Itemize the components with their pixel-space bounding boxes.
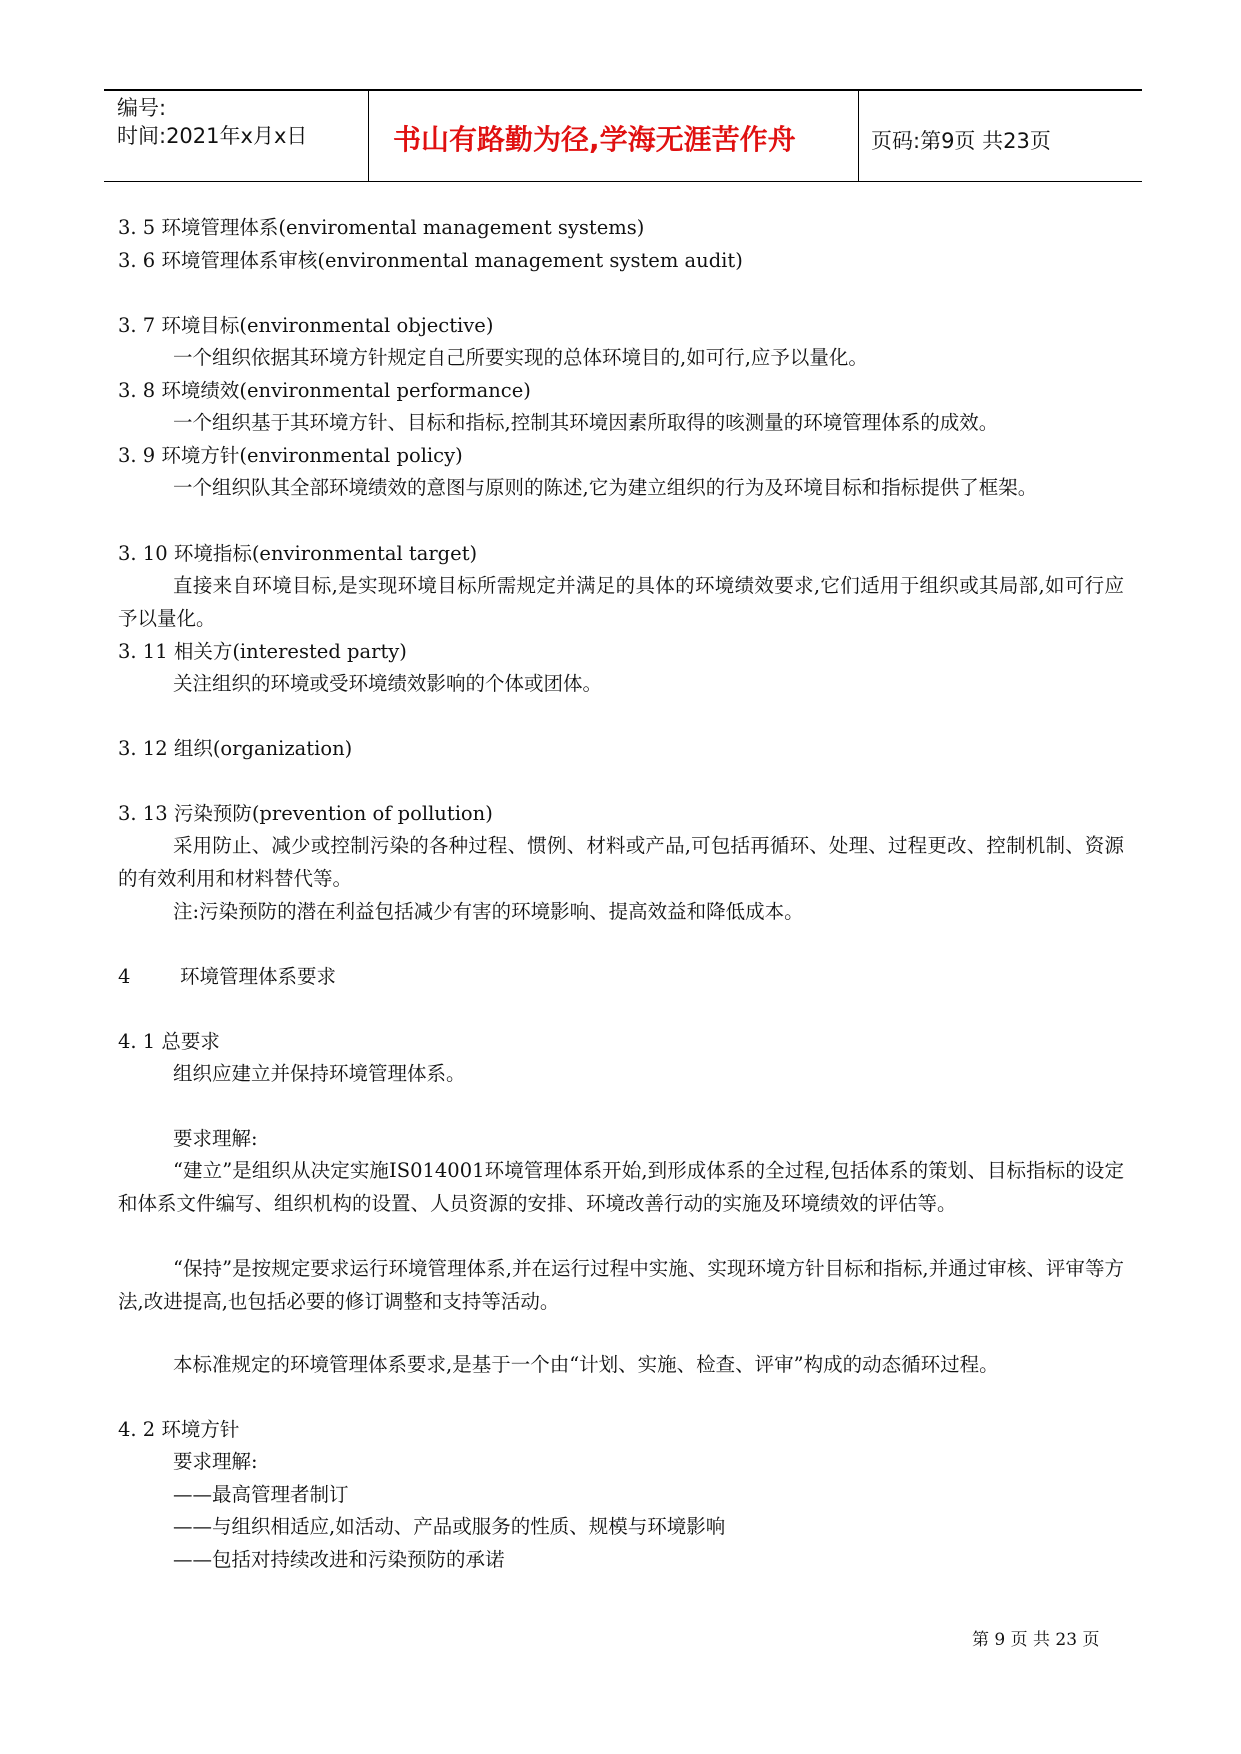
- requirement-label-1: 要求理解:: [173, 1127, 258, 1150]
- section-4-number: 4: [118, 965, 131, 988]
- section-3-7-heading: 3. 7 环境目标(environmental objective): [118, 314, 494, 337]
- page-number-label: 页码:第9页 共23页: [871, 129, 1051, 153]
- section-3-9-text: 一个组织队其全部环境绩效的意图与原则的陈述,它为建立组织的行为及环境目标和指标提供了框架。: [173, 476, 1038, 499]
- section-3-12-heading: 3. 12 组织(organization): [118, 737, 353, 760]
- section-3-8-text: 一个组织基于其环境方针、目标和指标,控制其环境因素所取得的咳测量的环境管理体系的成效。: [173, 411, 999, 434]
- section-3-11-text: 关注组织的环境或受环境绩效影响的个体或团体。: [173, 672, 603, 695]
- section-3-13-heading: 3. 13 污染预防(prevention of pollution): [118, 802, 493, 825]
- section-3-10-heading: 3. 10 环境指标(environmental target): [118, 542, 478, 565]
- section-3-5-heading: 3. 5 环境管理体系(enviromental management systems): [118, 216, 645, 239]
- section-4-title: 环境管理体系要求: [180, 965, 337, 988]
- footer-page-number: 第 9 页 共 23 页: [972, 1630, 1100, 1650]
- paragraph-establish: “建立”是组织从决定实施IS014001环境管理体系开始,到形成体系的全过程,包括体系的策划、目标指标的设定和体系文件编写、组织机构的设置、人员资源的安排、环境改善行动的实施及环境绩效的评估等。: [118, 1159, 1124, 1215]
- header-divider-right: [858, 89, 859, 182]
- header-motto: 书山有路勤为径,学海无涯苦作舟: [393, 123, 796, 156]
- section-4-1-text: 组织应建立并保持环境管理体系。: [173, 1062, 466, 1085]
- requirement-label-2: 要求理解:: [173, 1450, 258, 1473]
- section-3-11-heading: 3. 11 相关方(interested party): [118, 640, 407, 663]
- section-3-13-note: 注:污染预防的潜在利益包括减少有害的环境影响、提高效益和降低成本。: [173, 900, 804, 923]
- serial-label: 编号:: [117, 96, 167, 120]
- section-3-9-heading: 3. 9 环境方针(environmental policy): [118, 444, 463, 467]
- section-3-8-heading: 3. 8 环境绩效(environmental performance): [118, 379, 531, 402]
- dash-item-2: ——与组织相适应,如活动、产品或服务的性质、规模与环境影响: [173, 1515, 726, 1538]
- section-3-10-text: 直接来自环境目标,是实现环境目标所需规定并满足的具体的环境绩效要求,它们适用于组织或其局部,如可行应予以量化。: [118, 574, 1124, 630]
- header-top-rule: [104, 89, 1142, 91]
- section-3-7-text: 一个组织依据其环境方针规定自己所要实现的总体环境目的,如可行,应予以量化。: [173, 346, 868, 369]
- section-4-1-heading: 4. 1 总要求: [118, 1030, 220, 1053]
- section-3-6-heading: 3. 6 环境管理体系审核(environmental management system audit): [118, 249, 743, 272]
- section-4-2-heading: 4. 2 环境方针: [118, 1418, 240, 1441]
- header-divider-left: [368, 89, 369, 182]
- header-bottom-rule: [104, 181, 1142, 182]
- paragraph-maintain: “保持”是按规定要求运行环境管理体系,并在运行过程中实施、实现环境方针目标和指标,并通过审核、评审等方法,改进提高,也包括必要的修订调整和支持等活动。: [118, 1257, 1124, 1313]
- section-3-13-text: 采用防止、减少或控制污染的各种过程、惯例、材料或产品,可包括再循环、处理、过程更改、控制机制、资源的有效利用和材料替代等。: [118, 834, 1124, 890]
- time-label: 时间:2021年x月x日: [117, 124, 308, 148]
- paragraph-pdca: 本标准规定的环境管理体系要求,是基于一个由“计划、实施、检查、评审”构成的动态循环过程。: [173, 1353, 999, 1376]
- dash-item-3: ——包括对持续改进和污染预防的承诺: [173, 1548, 505, 1571]
- dash-item-1: ——最高管理者制订: [173, 1483, 349, 1506]
